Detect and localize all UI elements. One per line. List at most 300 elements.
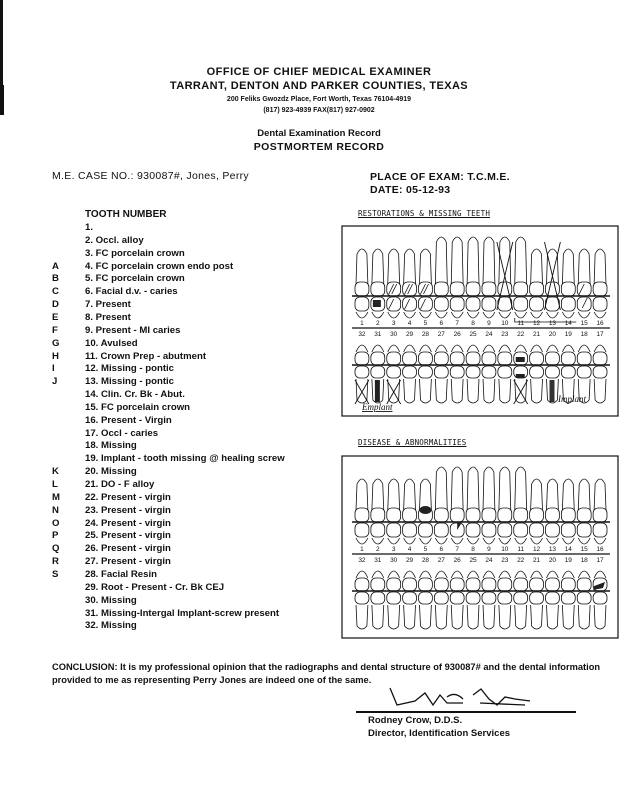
implant-mark	[375, 380, 380, 402]
lower-tooth-root	[515, 605, 527, 629]
upper-tooth-root	[435, 467, 447, 510]
upper-tooth-occlusal	[546, 297, 560, 311]
upper-tooth-root	[372, 479, 384, 510]
tooth-description: 24. Present - virgin	[85, 517, 171, 529]
annotation-left: Emplant	[362, 402, 393, 412]
lower-tooth-number: 30	[390, 331, 398, 338]
tooth-description: 26. Present - virgin	[85, 543, 171, 555]
tooth-letter: M	[52, 491, 60, 503]
upper-tooth-number: 3	[391, 546, 396, 553]
lower-tooth-crown	[530, 592, 544, 604]
upper-tooth-crown	[593, 282, 607, 296]
upper-tooth-root	[420, 249, 432, 284]
upper-tooth-occlusal	[419, 523, 433, 537]
upper-tooth-root	[515, 237, 527, 284]
upper-tooth-lingual	[594, 312, 606, 318]
upper-tooth-root	[594, 249, 606, 284]
lesion-mark	[593, 582, 605, 590]
upper-tooth-occlusal	[466, 523, 480, 537]
upper-tooth-number: 12	[532, 320, 541, 327]
lower-tooth-root	[435, 379, 447, 403]
upper-tooth-root	[467, 467, 479, 510]
lower-tooth-root	[420, 605, 432, 629]
lower-tooth-crown	[577, 592, 591, 604]
lower-tooth-crown	[371, 592, 385, 604]
upper-tooth-root	[578, 249, 590, 284]
upper-tooth-crown	[371, 282, 385, 296]
lower-tooth-lingual	[594, 571, 606, 578]
upper-tooth-occlusal	[530, 523, 544, 537]
lower-tooth-number: 32	[358, 557, 366, 564]
upper-tooth-lingual	[451, 538, 463, 544]
disease-chart	[340, 452, 622, 644]
upper-tooth-root	[467, 237, 479, 284]
lower-tooth-occlusal	[371, 578, 385, 591]
upper-tooth-root	[578, 479, 590, 510]
upper-tooth-root	[531, 479, 543, 510]
lower-tooth-crown	[387, 592, 401, 604]
lower-tooth-lingual	[483, 345, 495, 352]
lower-tooth-crown	[577, 366, 591, 378]
tooth-description: 29. Root - Present - Cr. Bk CEJ	[85, 581, 225, 593]
upper-tooth-occlusal	[434, 297, 448, 311]
upper-tooth-root	[547, 479, 559, 510]
exam-date: DATE: 05-12-93	[370, 184, 451, 196]
lower-tooth-crown	[371, 366, 385, 378]
lower-tooth-lingual	[578, 345, 590, 352]
upper-tooth-root	[499, 467, 511, 510]
upper-tooth-crown	[514, 508, 528, 522]
upper-tooth-lingual	[499, 538, 511, 544]
upper-tooth-crown	[577, 508, 591, 522]
tooth-description: 19. Implant - tooth missing @ healing screw	[85, 453, 285, 465]
lower-tooth-number: 24	[485, 557, 493, 564]
tooth-description: 15. FC porcelain crown	[85, 401, 191, 413]
upper-tooth-lingual	[388, 312, 400, 318]
upper-tooth-occlusal	[546, 523, 560, 537]
disease-title: DISEASE & ABNORMALITIES	[358, 438, 467, 447]
upper-tooth-root	[594, 479, 606, 510]
tooth-description: 6. Facial d.v. - caries	[85, 286, 178, 298]
lower-tooth-occlusal	[546, 578, 560, 591]
restorations-title: RESTORATIONS & MISSING TEETH	[358, 209, 491, 218]
lower-tooth-crown	[403, 366, 417, 378]
tooth-letter: O	[52, 517, 60, 529]
lower-tooth-occlusal	[466, 578, 480, 591]
lower-tooth-number: 25	[469, 331, 477, 338]
lower-tooth-lingual	[451, 571, 463, 578]
upper-tooth-number: 1	[360, 546, 364, 553]
lower-tooth-crown	[482, 592, 496, 604]
upper-tooth-occlusal	[466, 297, 480, 311]
lower-tooth-lingual	[451, 345, 463, 352]
tooth-description: 18. Missing	[85, 440, 137, 452]
alloy-restoration-mark	[373, 300, 381, 307]
upper-tooth-root	[451, 237, 463, 284]
lower-tooth-root	[562, 605, 574, 629]
lower-tooth-occlusal	[498, 578, 512, 591]
lower-tooth-crown	[514, 592, 528, 604]
upper-tooth-number: 13	[548, 546, 557, 553]
upper-tooth-lingual	[547, 538, 559, 544]
upper-tooth-crown	[482, 282, 496, 296]
upper-tooth-number: 15	[580, 320, 588, 327]
upper-tooth-crown	[466, 508, 480, 522]
lower-tooth-occlusal	[434, 352, 448, 365]
upper-tooth-crown	[355, 282, 369, 296]
upper-tooth-number: 8	[471, 546, 475, 553]
upper-tooth-crown	[561, 282, 575, 296]
upper-tooth-occlusal	[355, 523, 369, 537]
upper-tooth-lingual	[562, 538, 574, 544]
upper-tooth-crown	[530, 282, 544, 296]
upper-tooth-number: 6	[439, 546, 444, 553]
upper-tooth-lingual	[562, 312, 574, 318]
lower-tooth-crown	[530, 366, 544, 378]
lower-tooth-lingual	[547, 345, 559, 352]
record-title: POSTMORTEM RECORD	[253, 141, 385, 153]
upper-tooth-number: 5	[423, 320, 428, 327]
lower-tooth-number: 17	[596, 557, 604, 564]
lower-tooth-root	[404, 605, 416, 629]
lower-tooth-occlusal	[498, 352, 512, 365]
lower-tooth-occlusal	[577, 578, 591, 591]
signer-name: Rodney Crow, D.D.S.	[368, 715, 463, 726]
lower-tooth-lingual	[531, 345, 543, 352]
upper-tooth-number: 4	[407, 546, 412, 553]
upper-tooth-root	[356, 479, 368, 510]
lower-tooth-number: 17	[596, 331, 604, 338]
upper-tooth-lingual	[435, 538, 447, 544]
upper-tooth-number: 11	[517, 320, 525, 327]
lower-tooth-root	[499, 379, 511, 403]
upper-tooth-lingual	[531, 312, 543, 318]
lower-tooth-occlusal	[387, 578, 401, 591]
lower-tooth-root	[467, 605, 479, 629]
upper-tooth-lingual	[515, 538, 527, 544]
tooth-letter: F	[52, 324, 58, 336]
lower-tooth-number: 19	[564, 331, 572, 338]
lower-tooth-occlusal	[403, 578, 417, 591]
lower-tooth-occlusal	[419, 352, 433, 365]
tooth-description: 28. Facial Resin	[85, 568, 157, 580]
lower-tooth-occlusal	[450, 578, 464, 591]
lower-tooth-root	[531, 379, 543, 403]
tooth-letter: D	[52, 299, 59, 311]
lower-tooth-crown	[434, 592, 448, 604]
lower-tooth-lingual	[531, 571, 543, 578]
tooth-description: 9. Present - MI caries	[85, 324, 181, 336]
tooth-description: 2. Occl. alloy	[85, 234, 144, 246]
lower-tooth-crown	[355, 592, 369, 604]
lower-tooth-occlusal	[482, 578, 496, 591]
lower-tooth-number: 28	[421, 331, 430, 338]
lower-tooth-root	[547, 605, 559, 629]
lower-tooth-crown	[434, 366, 448, 378]
lower-tooth-lingual	[388, 345, 400, 352]
upper-tooth-number: 5	[423, 546, 428, 553]
tooth-letter: C	[52, 286, 59, 298]
tooth-description: 27. Present - virgin	[85, 556, 171, 568]
upper-tooth-root	[483, 467, 495, 510]
upper-tooth-lingual	[467, 312, 479, 318]
lower-tooth-crown	[403, 592, 417, 604]
lower-tooth-crown	[355, 366, 369, 378]
upper-tooth-lingual	[578, 538, 590, 544]
lower-tooth-lingual	[372, 345, 384, 352]
lower-tooth-root	[372, 605, 384, 629]
upper-tooth-lingual	[515, 312, 527, 318]
upper-tooth-root	[562, 249, 574, 284]
lower-tooth-lingual	[499, 571, 511, 578]
lower-tooth-number: 31	[374, 331, 382, 338]
tooth-letter: G	[52, 337, 60, 349]
lower-tooth-root	[356, 605, 368, 629]
tooth-letter: K	[52, 466, 59, 478]
alloy-restoration-mark	[516, 357, 525, 362]
lower-tooth-occlusal	[593, 352, 607, 365]
upper-tooth-occlusal	[498, 523, 512, 537]
lower-tooth-occlusal	[403, 352, 417, 365]
tooth-description: 25. Present - virgin	[85, 530, 171, 542]
lower-tooth-root	[420, 379, 432, 403]
lower-tooth-root	[388, 605, 400, 629]
upper-tooth-crown	[530, 508, 544, 522]
lower-tooth-occlusal	[482, 352, 496, 365]
tooth-description: 13. Missing - pontic	[85, 376, 175, 388]
upper-tooth-number: 9	[487, 320, 491, 327]
tooth-description: 8. Present	[85, 311, 131, 323]
upper-tooth-crown	[482, 508, 496, 522]
upper-tooth-occlusal	[561, 297, 575, 311]
lower-tooth-occlusal	[577, 352, 591, 365]
lower-tooth-crown	[561, 366, 575, 378]
lower-tooth-number: 21	[532, 557, 541, 564]
signature-block	[368, 714, 510, 740]
lower-tooth-number: 30	[390, 557, 398, 564]
upper-tooth-occlusal	[482, 523, 496, 537]
upper-tooth-number: 14	[564, 546, 572, 553]
upper-tooth-lingual	[420, 538, 432, 544]
upper-tooth-root	[562, 479, 574, 510]
record-type: Dental Examination Record	[257, 128, 381, 139]
tooth-letter: I	[52, 363, 55, 375]
tooth-description: 30. Missing	[85, 594, 137, 606]
tooth-description: 31. Missing-Intergal Implant-screw present	[85, 607, 280, 619]
lower-tooth-lingual	[356, 345, 368, 352]
lower-tooth-number: 29	[405, 331, 414, 338]
tooth-description: 16. Present - Virgin	[85, 414, 172, 426]
upper-tooth-lingual	[435, 312, 447, 318]
upper-tooth-occlusal	[514, 297, 528, 311]
upper-tooth-crown	[434, 282, 448, 296]
upper-tooth-root	[388, 249, 400, 284]
lower-tooth-root	[483, 605, 495, 629]
upper-tooth-crown	[514, 282, 528, 296]
upper-tooth-occlusal	[387, 523, 401, 537]
tooth-letter: J	[52, 376, 58, 388]
upper-tooth-occlusal	[355, 297, 369, 311]
lower-tooth-occlusal	[419, 578, 433, 591]
lower-tooth-number: 21	[532, 331, 541, 338]
tooth-letter: N	[52, 504, 59, 516]
lower-tooth-number: 18	[580, 331, 588, 338]
upper-tooth-number: 16	[596, 320, 604, 327]
tooth-description: 4. FC porcelain crown endo post	[85, 260, 234, 272]
upper-tooth-root	[483, 237, 495, 284]
lower-tooth-lingual	[562, 571, 574, 578]
tooth-letter: A	[52, 260, 59, 272]
lower-tooth-root	[594, 379, 606, 403]
upper-tooth-lingual	[356, 312, 368, 318]
upper-tooth-lingual	[483, 312, 495, 318]
upper-tooth-lingual	[547, 312, 559, 318]
upper-tooth-root	[420, 479, 432, 510]
resin-mark	[516, 374, 525, 378]
lower-tooth-occlusal	[546, 352, 560, 365]
lower-tooth-root	[578, 605, 590, 629]
counties-title: TARRANT, DENTON AND PARKER COUNTIES, TEXAS	[169, 80, 469, 92]
upper-tooth-crown	[466, 282, 480, 296]
upper-tooth-lingual	[372, 312, 384, 318]
lower-tooth-crown	[546, 592, 560, 604]
lower-tooth-lingual	[483, 571, 495, 578]
lower-tooth-occlusal	[561, 352, 575, 365]
lower-tooth-crown	[450, 366, 464, 378]
office-title: OFFICE OF CHIEF MEDICAL EXAMINER	[206, 66, 432, 78]
tooth-letter: E	[52, 311, 59, 323]
tooth-letter: P	[52, 530, 59, 542]
tooth-description: 17. Occl - caries	[85, 427, 159, 439]
lower-tooth-lingual	[372, 571, 384, 578]
tooth-description: 23. Present - virgin	[85, 504, 171, 516]
tooth-description: 21. DO - F alloy	[85, 479, 155, 490]
lower-tooth-lingual	[515, 571, 527, 578]
lower-tooth-lingual	[578, 571, 590, 578]
upper-tooth-root	[372, 249, 384, 284]
lower-tooth-lingual	[547, 571, 559, 578]
tooth-description: 5. FC porcelain crown	[85, 273, 185, 285]
upper-tooth-occlusal	[403, 523, 417, 537]
upper-tooth-number: 7	[455, 546, 459, 553]
upper-tooth-crown	[387, 508, 401, 522]
address: 200 Feliks Gwozdz Place, Fort Worth, Texas 76104-4919	[226, 96, 412, 103]
upper-tooth-lingual	[372, 538, 384, 544]
upper-tooth-number: 10	[501, 546, 509, 553]
lower-tooth-root	[531, 605, 543, 629]
upper-tooth-lingual	[404, 538, 416, 544]
case-number: M.E. CASE NO.: 930087#, Jones, Perry	[52, 170, 249, 182]
lower-tooth-lingual	[356, 571, 368, 578]
upper-tooth-lingual	[404, 312, 416, 318]
annotation-right: Implant	[558, 394, 586, 404]
upper-tooth-occlusal	[577, 523, 591, 537]
implant-mark	[550, 380, 555, 402]
tooth-letter: Q	[52, 543, 60, 555]
upper-tooth-root	[531, 249, 543, 284]
upper-tooth-occlusal	[450, 297, 464, 311]
upper-tooth-crown	[561, 508, 575, 522]
tooth-description: 3. FC porcelain crown	[85, 247, 185, 259]
lower-tooth-lingual	[435, 345, 447, 352]
missing-lower-x	[355, 380, 369, 404]
lower-tooth-lingual	[515, 345, 527, 352]
lower-tooth-number: 22	[517, 331, 525, 338]
lower-tooth-crown	[466, 592, 480, 604]
upper-tooth-number: 2	[376, 320, 380, 327]
lower-tooth-occlusal	[371, 352, 385, 365]
tooth-description: 10. Avulsed	[85, 337, 138, 349]
lower-tooth-crown	[593, 592, 607, 604]
upper-tooth-lingual	[420, 312, 432, 318]
upper-tooth-crown	[371, 508, 385, 522]
missing-lower-x	[387, 380, 401, 404]
signature-scribble	[385, 683, 535, 713]
upper-tooth-crown	[434, 508, 448, 522]
lower-tooth-occlusal	[530, 352, 544, 365]
lower-tooth-lingual	[404, 571, 416, 578]
lower-tooth-root	[435, 605, 447, 629]
lower-tooth-crown	[546, 366, 560, 378]
lower-tooth-crown	[387, 366, 401, 378]
upper-tooth-lingual	[531, 538, 543, 544]
lower-tooth-number: 32	[358, 331, 366, 338]
tooth-number-heading: TOOTH NUMBER	[85, 209, 167, 220]
lower-tooth-root	[451, 379, 463, 403]
upper-tooth-root	[515, 467, 527, 510]
upper-tooth-number: 14	[564, 320, 572, 327]
lower-tooth-occlusal	[514, 578, 528, 591]
lower-tooth-lingual	[467, 571, 479, 578]
upper-tooth-root	[388, 479, 400, 510]
lower-tooth-number: 18	[580, 557, 588, 564]
upper-tooth-number: 2	[376, 546, 380, 553]
lower-tooth-root	[594, 605, 606, 629]
tooth-description: 22. Present - virgin	[85, 491, 171, 503]
upper-tooth-crown	[546, 508, 560, 522]
upper-tooth-lingual	[451, 312, 463, 318]
upper-tooth-number: 8	[471, 320, 475, 327]
lower-tooth-number: 28	[421, 557, 430, 564]
upper-tooth-lingual	[483, 538, 495, 544]
upper-tooth-occlusal	[593, 297, 607, 311]
upper-tooth-number: 10	[501, 320, 509, 327]
tooth-description: 32. Missing	[85, 620, 137, 632]
conclusion-text: CONCLUSION: It is my professional opinion that the radiographs and dental structure of 930087# and the dental information provided to me as representing Perry Jones are indeed one of the same.	[52, 662, 601, 685]
upper-tooth-crown	[355, 508, 369, 522]
upper-tooth-crown	[403, 508, 417, 522]
tooth-description: 20. Missing	[85, 466, 137, 478]
upper-tooth-lingual	[499, 312, 511, 318]
upper-tooth-root	[356, 249, 368, 284]
upper-tooth-number: 15	[580, 546, 588, 553]
lower-tooth-root	[483, 379, 495, 403]
upper-tooth-occlusal	[561, 523, 575, 537]
upper-tooth-occlusal	[514, 523, 528, 537]
lower-tooth-number: 27	[437, 331, 445, 338]
upper-tooth-crown	[450, 282, 464, 296]
tooth-letter: S	[52, 568, 59, 580]
upper-tooth-number: 1	[360, 320, 364, 327]
lower-tooth-number: 26	[453, 331, 461, 338]
upper-tooth-number: 7	[455, 320, 459, 327]
upper-tooth-occlusal	[593, 523, 607, 537]
lower-tooth-lingual	[404, 345, 416, 352]
lower-tooth-lingual	[562, 345, 574, 352]
tooth-description: 7. Present	[85, 299, 131, 311]
lower-tooth-number: 26	[453, 557, 461, 564]
upper-tooth-root	[404, 249, 416, 284]
